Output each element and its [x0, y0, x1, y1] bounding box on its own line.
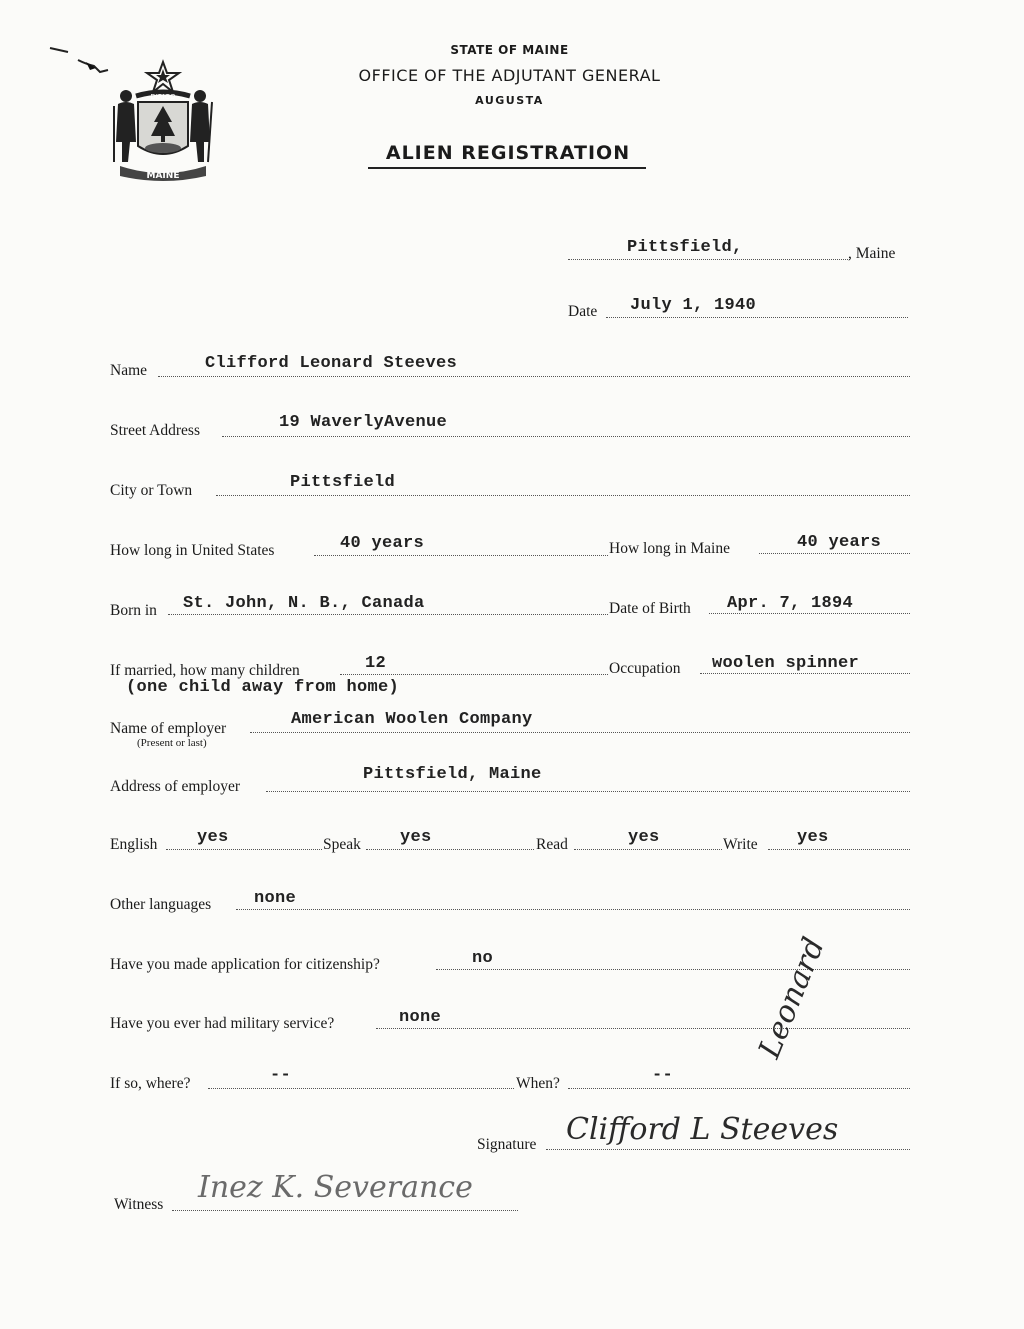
other-languages-label: Other languages	[110, 896, 212, 913]
write-line	[768, 849, 910, 850]
where-line	[208, 1088, 514, 1089]
citizenship-label: Have you made application for citizenship?	[110, 956, 380, 973]
speak-label: Speak	[323, 836, 361, 853]
read-line	[574, 849, 722, 850]
read-label: Read	[536, 836, 568, 853]
when-value: --	[652, 1066, 674, 1085]
how-long-maine-line	[759, 553, 910, 554]
other-languages-value: none	[254, 889, 297, 908]
english-label: English	[110, 836, 158, 853]
speak-line	[366, 849, 534, 850]
form-title: ALIEN REGISTRATION	[385, 142, 631, 164]
date-label: Date	[568, 303, 598, 320]
street-line	[222, 436, 910, 437]
title-underline	[368, 167, 646, 169]
military-label: Have you ever had military service?	[110, 1015, 335, 1032]
when-label: When?	[516, 1075, 560, 1092]
header-state: STATE OF MAINE	[450, 43, 569, 57]
city-value: Pittsfield	[290, 473, 396, 492]
town-line	[568, 259, 850, 260]
occupation-value: woolen spinner	[712, 654, 860, 673]
children-note: (one child away from home)	[126, 678, 400, 697]
signature-value: Clifford L Steeves	[566, 1112, 839, 1147]
english-value: yes	[197, 828, 229, 847]
born-in-label: Born in	[110, 602, 157, 619]
military-line	[376, 1028, 910, 1029]
dob-label: Date of Birth	[609, 600, 691, 617]
svg-text:DIRIGO: DIRIGO	[150, 93, 176, 101]
header-office: OFFICE OF THE ADJUTANT GENERAL	[358, 66, 661, 85]
name-line	[158, 376, 910, 377]
dob-value: Apr. 7, 1894	[727, 594, 854, 613]
dob-line	[709, 613, 910, 614]
how-long-us-label: How long in United States	[110, 542, 275, 559]
how-long-us-value: 40 years	[340, 534, 425, 553]
children-value: 12	[365, 654, 387, 673]
occupation-label: Occupation	[609, 660, 681, 677]
witness-label: Witness	[114, 1196, 164, 1213]
employer-value: American Woolen Company	[291, 710, 533, 729]
born-in-value: St. John, N. B., Canada	[183, 594, 425, 613]
employer-address-line	[266, 791, 910, 792]
write-value: yes	[797, 828, 829, 847]
speak-value: yes	[400, 828, 432, 847]
street-value: 19 WaverlyAvenue	[279, 413, 448, 432]
employer-line	[250, 732, 910, 733]
street-label: Street Address	[110, 422, 200, 439]
date-value: July 1, 1940	[630, 296, 757, 315]
signature-insert: Leonard	[752, 932, 832, 1064]
read-value: yes	[628, 828, 660, 847]
header-city: AUGUSTA	[475, 94, 544, 107]
occupation-line	[700, 673, 910, 674]
other-languages-line	[236, 909, 910, 910]
children-line	[340, 674, 608, 675]
children-label: If married, how many children	[110, 662, 300, 679]
signature-label: Signature	[477, 1136, 537, 1153]
employer-label: Name of employer	[110, 720, 227, 737]
employer-address-value: Pittsfield, Maine	[363, 765, 542, 784]
city-label: City or Town	[110, 482, 193, 499]
witness-line	[172, 1210, 518, 1211]
name-value: Clifford Leonard Steeves	[205, 354, 458, 373]
signature-line	[546, 1149, 910, 1150]
employer-address-label: Address of employer	[110, 778, 240, 795]
where-value: --	[270, 1066, 292, 1085]
when-line	[568, 1088, 910, 1089]
write-label: Write	[723, 836, 758, 853]
city-line	[216, 495, 910, 496]
how-long-maine-label: How long in Maine	[609, 540, 730, 557]
where-label: If so, where?	[110, 1075, 191, 1092]
maine-label: , Maine	[848, 245, 896, 262]
english-line	[166, 849, 322, 850]
date-line	[606, 317, 908, 318]
svg-text:MAINE: MAINE	[146, 171, 180, 181]
employer-note: (Present or last)	[137, 737, 207, 749]
how-long-maine-value: 40 years	[797, 533, 882, 552]
name-label: Name	[110, 362, 148, 379]
witness-value: Inez K. Severance	[198, 1170, 473, 1205]
town-value: Pittsfield,	[627, 238, 743, 257]
citizenship-line	[436, 969, 910, 970]
born-in-line	[168, 614, 608, 615]
military-value: none	[399, 1008, 442, 1027]
how-long-us-line	[314, 555, 608, 556]
citizenship-value: no	[472, 949, 494, 968]
